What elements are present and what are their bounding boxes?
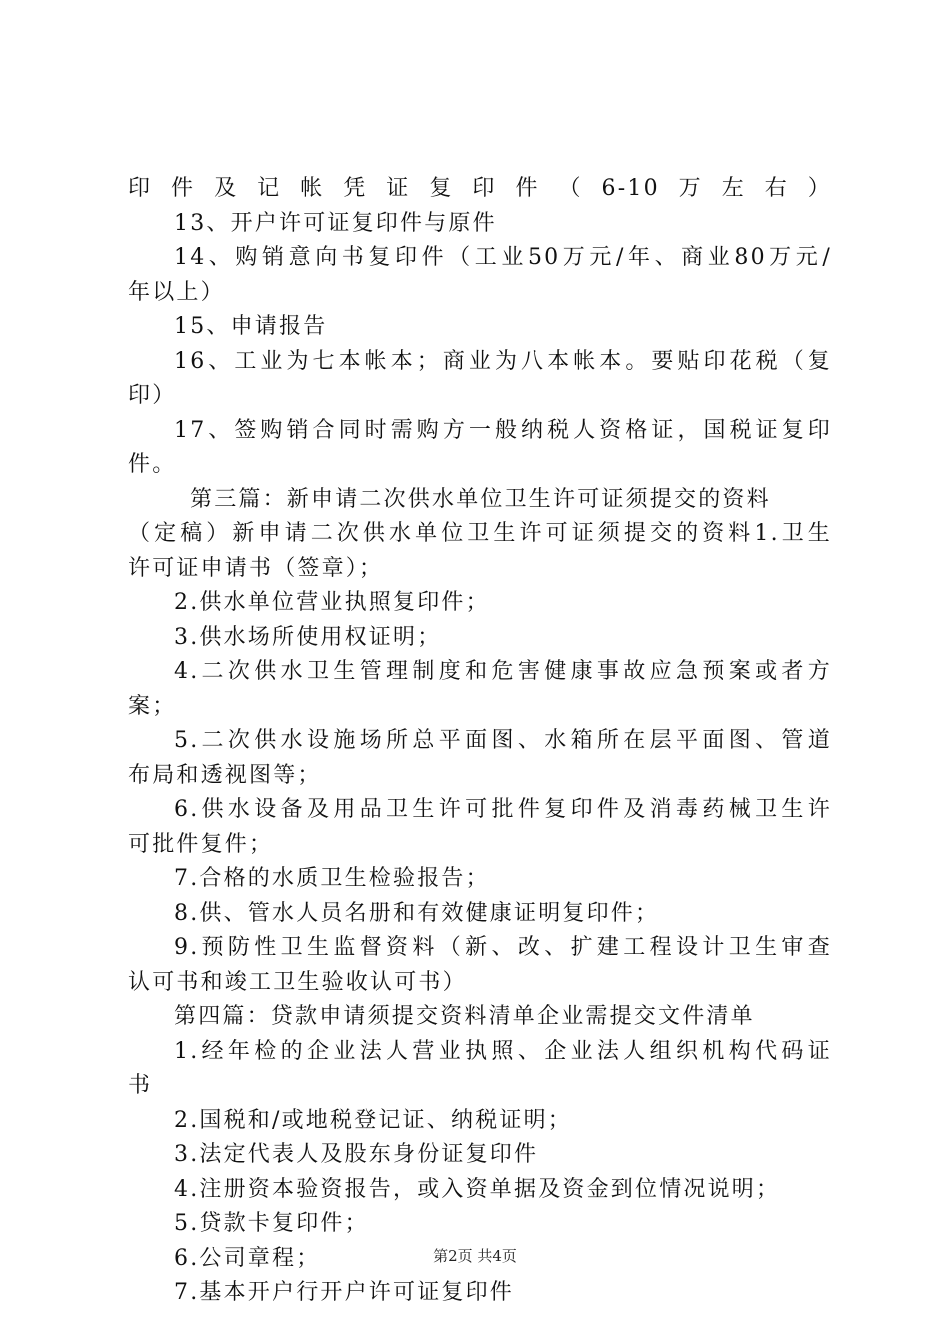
text-line: 案； bbox=[128, 693, 177, 719]
list-item: 7.合格的水质卫生检验报告； bbox=[174, 866, 490, 891]
text-line: 认可书和竣工卫生验收认可书） bbox=[128, 969, 467, 995]
list-item: 5.二次供水设施场所总平面图、水箱所在层平面图、管道 bbox=[174, 728, 832, 753]
text-line: 布局和透视图等； bbox=[128, 762, 322, 788]
text-line: 年以上） bbox=[128, 279, 225, 305]
page-number-footer: 第2页 共4页 bbox=[433, 1247, 517, 1265]
list-item: 7.基本开户行开户许可证复印件 bbox=[174, 1280, 514, 1305]
list-item: 2.供水单位营业执照复印件； bbox=[174, 590, 490, 615]
list-item: 5.贷款卡复印件； bbox=[174, 1211, 369, 1236]
list-item: 6.供水设备及用品卫生许可批件复印件及消毒药械卫生许 bbox=[174, 797, 832, 822]
text-line: 13、开户许可证复印件与原件 bbox=[174, 210, 497, 236]
text-line: 印件及记帐凭证复印件（6-10万左右） bbox=[128, 176, 832, 201]
section-heading: 第三篇：新申请二次供水单位卫生许可证须提交的资料 bbox=[190, 486, 771, 512]
list-item: 8.供、管水人员名册和有效健康证明复印件； bbox=[174, 900, 660, 926]
list-item: 6.公司章程； bbox=[174, 1245, 321, 1271]
text-line: 14、购销意向书复印件（工业50万元/年、商业80万元/ bbox=[174, 245, 832, 270]
section-heading: 第四篇：贷款申请须提交资料清单企业需提交文件清单 bbox=[174, 1004, 755, 1029]
text-line: 可批件复件； bbox=[128, 831, 274, 857]
list-item: 4.二次供水卫生管理制度和危害健康事故应急预案或者方 bbox=[174, 659, 832, 684]
list-item: 4.注册资本验资报告，或入资单据及资金到位情况说明； bbox=[174, 1176, 781, 1202]
list-item: 2.国税和/或地税登记证、纳税证明； bbox=[174, 1107, 573, 1133]
list-item: 3.供水场所使用权证明； bbox=[174, 624, 442, 650]
text-line: 许可证申请书（签章）； bbox=[128, 555, 384, 581]
text-line: 书 bbox=[128, 1073, 153, 1098]
text-line: 件。 bbox=[128, 452, 177, 477]
list-item: 3.法定代表人及股东身份证复印件 bbox=[174, 1142, 539, 1167]
list-item: 9.预防性卫生监督资料（新、改、扩建工程设计卫生审查 bbox=[174, 935, 832, 960]
text-line: （定稿）新申请二次供水单位卫生许可证须提交的资料1.卫生 bbox=[128, 521, 832, 546]
text-line: 17、签购销合同时需购方一般纳税人资格证，国税证复印 bbox=[174, 417, 832, 443]
text-line: 16、工业为七本帐本；商业为八本帐本。要贴印花税（复 bbox=[174, 348, 832, 374]
list-item: 1.经年检的企业法人营业执照、企业法人组织机构代码证 bbox=[174, 1038, 832, 1064]
text-line: 印） bbox=[128, 383, 177, 408]
text-line: 15、申请报告 bbox=[174, 314, 328, 339]
document-body bbox=[128, 172, 832, 1311]
